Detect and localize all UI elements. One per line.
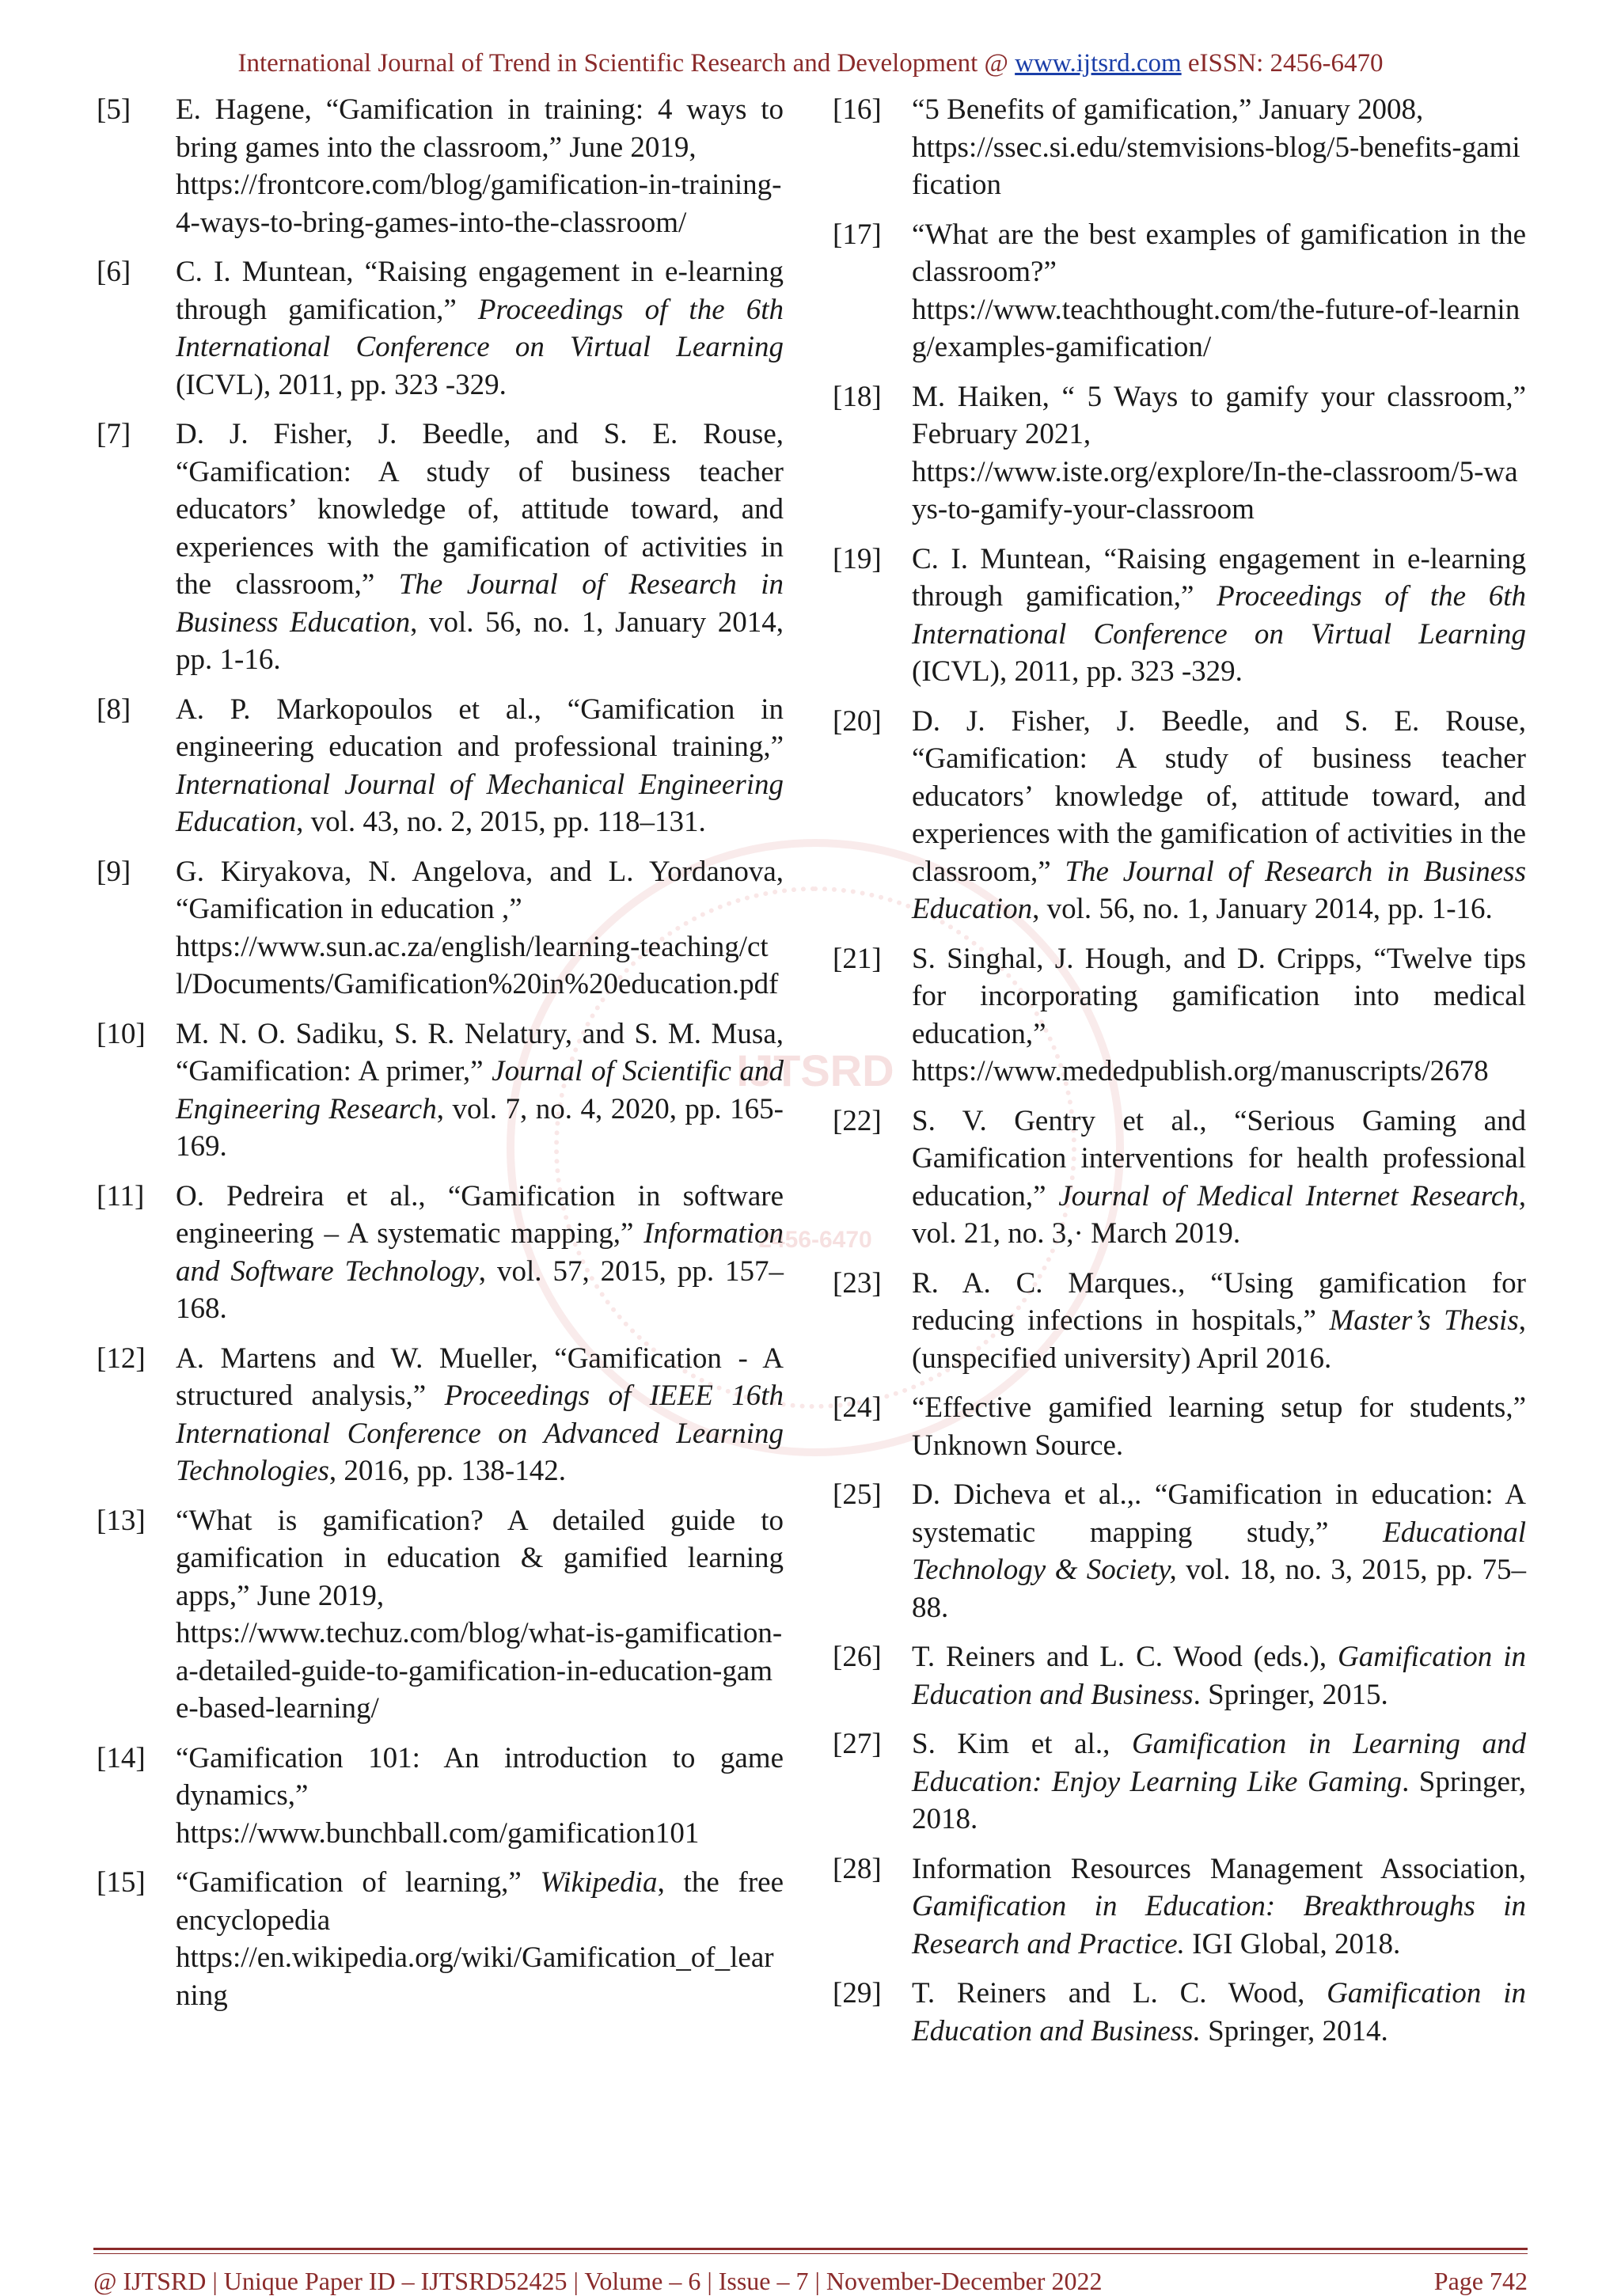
reference-url[interactable]: https://en.wikipedia.org/wiki/Gamification_of_learning: [176, 1941, 774, 2012]
reference-item: [823, 1975, 1526, 2050]
reference-item: [823, 1476, 1526, 1626]
reference-segment: M. N. O. Sadiku, S. R. Nelatury, and S. M. Musa, “Gamification: A primer,”: [176, 1017, 784, 1087]
reference-segment: M. Haiken, “ 5 Ways to gamify your classroom,” February 2021,: [912, 380, 1526, 450]
reference-item: [823, 940, 1526, 1091]
reference-italic-title: The Journal of Research in Business Education: [176, 568, 784, 639]
reference-segment: E. Hagene, “Gamification in training: 4 ways to bring games into the classroom,” June 2019,: [176, 93, 784, 164]
reference-number: [26]: [833, 1641, 882, 1673]
reference-italic-title: International Journal of Mechanical Engineering Education: [176, 768, 784, 838]
reference-text: [176, 1740, 784, 1853]
reference-number: [15]: [97, 1866, 146, 1899]
reference-segment: , vol. 56, no. 1, January 2014, pp. 1-16.: [1032, 893, 1493, 925]
page-number: Page 742: [1433, 2267, 1528, 2295]
reference-url[interactable]: https://www.iste.org/explore/In-the-classroom/5-ways-to-gamify-your-classroom: [912, 455, 1518, 526]
reference-item: [87, 1502, 784, 1728]
reference-segment: “What is gamification? A detailed guide to gamification in education & gamified learning apps,” June 2019,: [176, 1504, 784, 1612]
reference-number: [21]: [833, 942, 882, 975]
reference-italic-title: Gamification in Learning and Education: Enjoy Learning Like Gaming: [912, 1728, 1526, 1798]
reference-number: [8]: [97, 693, 131, 726]
reference-segment: G. Kiryakova, N. Angelova, and L. Yordanova, “Gamification in education ,”: [176, 855, 784, 925]
reference-text: [912, 1975, 1526, 2050]
reference-segment: T. Reiners and L. C. Wood (eds.),: [912, 1641, 1338, 1673]
reference-item: [87, 1178, 784, 1328]
reference-number: [19]: [833, 542, 882, 575]
reference-text: [176, 853, 784, 1004]
reference-italic-title: Journal of Scientific and Engineering Research: [176, 1055, 784, 1125]
reference-segment: C. I. Muntean, “Raising engagement in e-learning through gamification,”: [912, 542, 1526, 613]
reference-text: [912, 216, 1526, 366]
references-right-column: [823, 91, 1526, 2062]
reference-text: [176, 1178, 784, 1328]
page-footer: [93, 2267, 1528, 2296]
journal-header: [0, 49, 1621, 78]
reference-number: [27]: [833, 1728, 882, 1760]
reference-italic-title: Journal of Medical Internet Research,: [1058, 1179, 1526, 1213]
reference-item: [87, 1340, 784, 1490]
reference-item: [823, 1102, 1526, 1253]
reference-segment: S. V. Gentry et al., “Serious Gaming and Gamification interventions for health professional education,”: [912, 1104, 1526, 1213]
reference-number: [29]: [833, 1977, 882, 2009]
reference-italic-title: Proceedings of the 6th International Conference on Virtual Learning: [912, 580, 1526, 651]
reference-item: [823, 1265, 1526, 1378]
reference-item: [823, 1725, 1526, 1839]
reference-segment: , 2016, pp. 138-142.: [328, 1455, 566, 1487]
reference-item: [823, 91, 1526, 204]
reference-number: [23]: [833, 1266, 882, 1300]
reference-text: [912, 703, 1526, 928]
reference-text: [176, 1340, 784, 1490]
reference-italic-title: Gamification in Education and Business.: [912, 1977, 1526, 2047]
reference-segment: . Springer, 2018.: [912, 1765, 1526, 1835]
reference-segment: , vol. 57, 2015, pp. 157–168.: [176, 1254, 784, 1325]
reference-item: [823, 216, 1526, 366]
reference-segment: “Effective gamified learning setup for students,” Unknown Source.: [912, 1391, 1526, 1462]
reference-segment: D. J. Fisher, J. Beedle, and S. E. Rouse, “Gamification: A study of business teacher educators’ knowledge of, attitude toward, and experiences with the gamification of activities in the classroom,”: [176, 418, 784, 601]
reference-segment: S. Kim et al.,: [912, 1728, 1132, 1760]
reference-item: [87, 1864, 784, 2014]
reference-italic-title: The Journal of Research in Business Education: [912, 855, 1526, 925]
reference-segment: S. Singhal, J. Hough, and D. Cripps, “Twelve tips for incorporating gamification into medical education,”: [912, 942, 1526, 1050]
reference-segment: IGI Global, 2018.: [1184, 1927, 1401, 1960]
reference-italic-title: Educational Technology & Society,: [912, 1516, 1526, 1586]
reference-url[interactable]: https://ssec.si.edu/stemvisions-blog/5-benefits-gamification: [912, 131, 1520, 201]
reference-number: [12]: [97, 1342, 146, 1375]
reference-item: [823, 541, 1526, 691]
reference-number: [11]: [97, 1179, 145, 1213]
reference-number: [28]: [833, 1852, 882, 1885]
reference-item: [823, 378, 1526, 529]
reference-segment: , vol. 43, no. 2, 2015, pp. 118–131.: [296, 806, 706, 838]
reference-text: [912, 1102, 1526, 1253]
reference-text: [176, 416, 784, 679]
reference-segment: C. I. Muntean, “Raising engagement in e-learning through gamification,”: [176, 256, 784, 326]
references-left-column: [87, 91, 784, 2026]
reference-segment: D. J. Fisher, J. Beedle, and S. E. Rouse, “Gamification: A study of business teacher educators’ knowledge of, attitude toward, and experiences with the gamification of activities in the classroom,”: [912, 704, 1526, 888]
reference-url[interactable]: https://frontcore.com/blog/gamification-in-training-4-ways-to-bring-games-into-the-classroom/: [176, 169, 782, 239]
reference-number: [6]: [97, 256, 131, 288]
reference-number: [10]: [97, 1017, 146, 1050]
reference-number: [25]: [833, 1478, 882, 1511]
reference-item: [87, 416, 784, 679]
reference-number: [17]: [833, 218, 882, 251]
footer-rule-thin: [93, 2253, 1528, 2254]
reference-italic-title: Master’s Thesis: [1329, 1304, 1519, 1337]
journal-title: International Journal of Trend in Scientific Research and Development @: [237, 49, 1008, 78]
reference-number: [7]: [97, 418, 131, 450]
reference-item: [823, 1389, 1526, 1464]
reference-segment: R. A. C. Marques., “Using gamification for reducing infections in hospitals,”: [912, 1266, 1526, 1337]
reference-text: [176, 691, 784, 841]
reference-number: [5]: [97, 93, 131, 126]
reference-segment: vol. 18, no. 3, 2015, pp. 75–88.: [912, 1554, 1526, 1624]
reference-number: [22]: [833, 1104, 882, 1137]
reference-text: [912, 1638, 1526, 1713]
reference-text: [176, 1864, 784, 2014]
reference-item: [87, 853, 784, 1004]
reference-segment: (ICVL), 2011, pp. 323 -329.: [176, 368, 507, 401]
reference-segment: “Gamification 101: An introduction to game dynamics,”: [176, 1741, 784, 1812]
reference-item: [87, 253, 784, 404]
reference-text: [912, 541, 1526, 691]
reference-italic-title: Gamification in Education: Breakthroughs in Research and Practice.: [912, 1890, 1526, 1960]
reference-segment: T. Reiners and L. C. Wood,: [912, 1977, 1327, 2009]
reference-url[interactable]: https://www.bunchball.com/gamification101: [176, 1816, 700, 1850]
reference-number: [18]: [833, 380, 882, 413]
reference-item: [87, 1015, 784, 1166]
reference-text: [912, 940, 1526, 1091]
watermark-logo-text: IJTSRD: [736, 1046, 894, 1095]
reference-text: [912, 1476, 1526, 1626]
reference-number: [16]: [833, 93, 882, 126]
reference-text: [176, 1015, 784, 1166]
reference-segment: vol. 21, no. 3,· March 2019.: [912, 1217, 1241, 1250]
reference-number: [24]: [833, 1391, 882, 1424]
reference-segment: A. Martens and W. Mueller, “Gamification - A structured analysis,”: [176, 1342, 784, 1412]
reference-segment: , (unspecified university) April 2016.: [912, 1304, 1526, 1375]
reference-text: [912, 1389, 1526, 1464]
reference-segment: “Gamification of learning,”: [176, 1866, 541, 1899]
reference-number: [13]: [97, 1504, 146, 1537]
reference-text: [176, 253, 784, 404]
reference-segment: D. Dicheva et al.,. “Gamification in education: A systematic mapping study,”: [912, 1478, 1526, 1549]
reference-url[interactable]: https://www.techuz.com/blog/what-is-gamification-a-detailed-guide-to-gamification-in-education-game-based-learning/: [176, 1617, 783, 1725]
reference-item: [87, 91, 784, 241]
reference-text: [176, 1502, 784, 1728]
footer-rule: [93, 2248, 1528, 2250]
reference-item: [823, 1850, 1526, 1964]
reference-item: [87, 1740, 784, 1853]
reference-number: [9]: [97, 855, 131, 888]
reference-url[interactable]: https://www.teachthought.com/the-future-of-learning/examples-gamification/: [912, 293, 1520, 363]
reference-number: [14]: [97, 1741, 146, 1774]
eissn: eISSN: 2456-6470: [1187, 49, 1384, 78]
reference-italic-title: Proceedings of IEEE 16th International Conference on Advanced Learning Technologies: [176, 1379, 784, 1487]
reference-segment: , vol. 56, no. 1, January 2014, pp. 1-16.: [176, 605, 784, 676]
reference-segment: Information Resources Management Association,: [912, 1852, 1526, 1885]
reference-url[interactable]: https://www.sun.ac.za/english/learning-teaching/ctl/Documents/Gamification%20in%20education.pdf: [176, 930, 779, 1000]
reference-italic-title: Information and Software Technology: [176, 1217, 784, 1288]
reference-item: [823, 703, 1526, 928]
reference-segment: “What are the best examples of gamification in the classroom?”: [912, 218, 1526, 288]
reference-text: [912, 378, 1526, 529]
reference-text: [176, 91, 784, 241]
reference-segment: A. P. Markopoulos et al., “Gamification in engineering education and professional training,”: [176, 693, 784, 763]
reference-number: [20]: [833, 704, 882, 738]
reference-segment: , vol. 7, no. 4, 2020, pp. 165-169.: [176, 1092, 784, 1163]
reference-italic-title: Gamification in Education and Business: [912, 1641, 1526, 1711]
reference-segment: (ICVL), 2011, pp. 323 -329.: [912, 655, 1243, 688]
footer-citation: @ IJTSRD | Unique Paper ID – IJTSRD52425 | Volume – 6 | Issue – 7 | November-December 2022: [93, 2267, 1103, 2295]
reference-segment: “5 Benefits of gamification,” January 2008,: [912, 93, 1424, 126]
reference-text: [912, 1265, 1526, 1378]
reference-italic-title: Wikipedia: [540, 1866, 658, 1899]
reference-item: [87, 691, 784, 841]
reference-item: [823, 1638, 1526, 1713]
watermark-issn: 2456-6470: [758, 1227, 872, 1253]
reference-url[interactable]: https://www.mededpublish.org/manuscripts/2678: [912, 1055, 1489, 1087]
reference-italic-title: Proceedings of the 6th International Conference on Virtual Learning: [176, 293, 784, 363]
reference-segment: . Springer, 2015.: [1193, 1678, 1388, 1711]
reference-text: [912, 1725, 1526, 1839]
reference-segment: O. Pedreira et al., “Gamification in software engineering – A systematic mapping,”: [176, 1179, 784, 1250]
journal-website-link[interactable]: www.ijtsrd.com: [1015, 49, 1182, 78]
reference-segment: , the free encyclopedia: [176, 1866, 784, 1937]
reference-segment: Springer, 2014.: [1200, 2014, 1388, 2047]
reference-text: [912, 1850, 1526, 1964]
reference-text: [912, 91, 1526, 204]
